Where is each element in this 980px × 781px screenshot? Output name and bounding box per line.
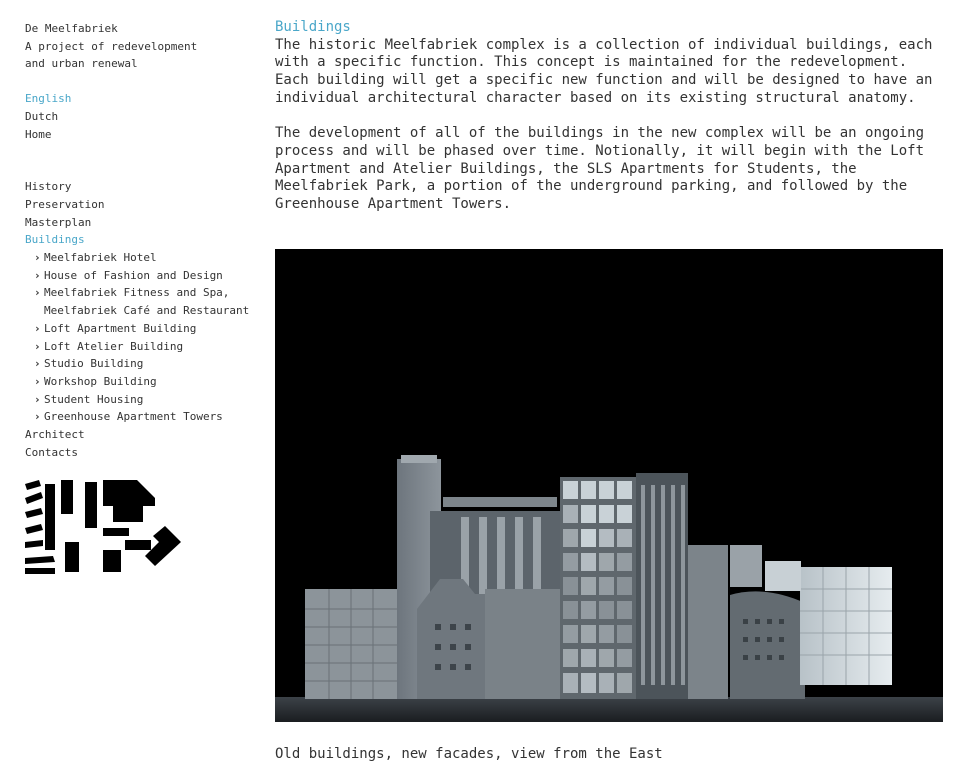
nav-contacts[interactable]: Contacts bbox=[25, 445, 78, 459]
nav-sub-label: Meelfabriek Hotel bbox=[44, 251, 157, 265]
nav-sub-fitness-spa-cafe[interactable] bbox=[25, 284, 265, 319]
nav-sub-label: Loft Atelier Building bbox=[44, 339, 184, 353]
chevron-right-icon: › bbox=[34, 410, 41, 424]
model-illustration bbox=[275, 249, 943, 722]
photo-caption: Old buildings, new facades, view from the East bbox=[275, 746, 663, 762]
chevron-right-icon: › bbox=[34, 339, 41, 353]
nav-sub-meelfabriek-hotel[interactable] bbox=[25, 249, 265, 267]
nav-sub-label: House of Fashion and Design bbox=[44, 268, 223, 282]
chevron-right-icon: › bbox=[34, 357, 41, 371]
home-link[interactable]: Home bbox=[25, 127, 52, 141]
nav-buildings[interactable]: Buildings bbox=[25, 233, 85, 247]
nav-sub-student-housing[interactable] bbox=[25, 391, 265, 409]
nav-sub-loft-apartment[interactable] bbox=[25, 320, 265, 338]
nav-sub-loft-atelier[interactable] bbox=[25, 338, 265, 356]
architectural-model-photo bbox=[275, 249, 943, 722]
nav-sub-studio[interactable] bbox=[25, 355, 265, 373]
chevron-right-icon: › bbox=[34, 374, 41, 388]
chevron-right-icon: › bbox=[34, 286, 41, 300]
language-menu bbox=[25, 90, 265, 143]
nav-masterplan[interactable]: Masterplan bbox=[25, 215, 92, 229]
meelfabriek-logo bbox=[25, 480, 185, 575]
language-dutch-link[interactable]: Dutch bbox=[25, 109, 59, 123]
page-title: Buildings bbox=[275, 19, 351, 35]
site-subtitle-line-2: and urban renewal bbox=[25, 57, 138, 71]
nav-sub-label: Greenhouse Apartment Towers bbox=[44, 410, 223, 424]
sidebar bbox=[25, 20, 265, 461]
development-paragraph: The development of all of the buildings in the new complex will be an ongoing process and will be phased over time. Notionally, it will begin with the Loft Apartment and Atelier Buildings, the SLS Apartments for Students, the Meelfabriek Park, a portion of the underground parking, and followed by the Greenhouse Apartment Towers. bbox=[275, 125, 925, 213]
site-title-block bbox=[25, 20, 265, 73]
chevron-right-icon: › bbox=[34, 321, 41, 335]
site-subtitle-line-1: A project of redevelopment bbox=[25, 39, 198, 53]
nav-history[interactable]: History bbox=[25, 180, 72, 194]
nav-sub-house-of-fashion[interactable] bbox=[25, 267, 265, 285]
nav-sub-label: Loft Apartment Building bbox=[44, 321, 197, 335]
nav-sub-label: Student Housing bbox=[44, 392, 144, 406]
main-nav bbox=[25, 178, 265, 461]
intro-paragraph: The historic Meelfabriek complex is a collection of individual buildings, each with a specific function. This concept is maintained for the redevelopment. Each building will get a specific new function and will be designed to have an individual architectural character based on its existing structural anatomy. bbox=[275, 36, 933, 106]
main-content bbox=[275, 19, 945, 231]
nav-sub-label: Workshop Building bbox=[44, 374, 157, 388]
site-title: De Meelfabriek bbox=[25, 22, 118, 35]
chevron-right-icon: › bbox=[34, 251, 41, 265]
nav-sub-label: Meelfabriek Fitness and Spa, Meelfabriek Café and Restaurant bbox=[44, 286, 250, 318]
nav-preservation[interactable]: Preservation bbox=[25, 197, 105, 211]
chevron-right-icon: › bbox=[34, 268, 41, 282]
nav-sub-workshop[interactable] bbox=[25, 373, 265, 391]
chevron-right-icon: › bbox=[34, 392, 41, 406]
language-english-link[interactable]: English bbox=[25, 92, 72, 106]
nav-architect[interactable]: Architect bbox=[25, 428, 85, 442]
nav-sub-greenhouse-towers[interactable] bbox=[25, 408, 265, 426]
nav-sub-label: Studio Building bbox=[44, 357, 144, 371]
